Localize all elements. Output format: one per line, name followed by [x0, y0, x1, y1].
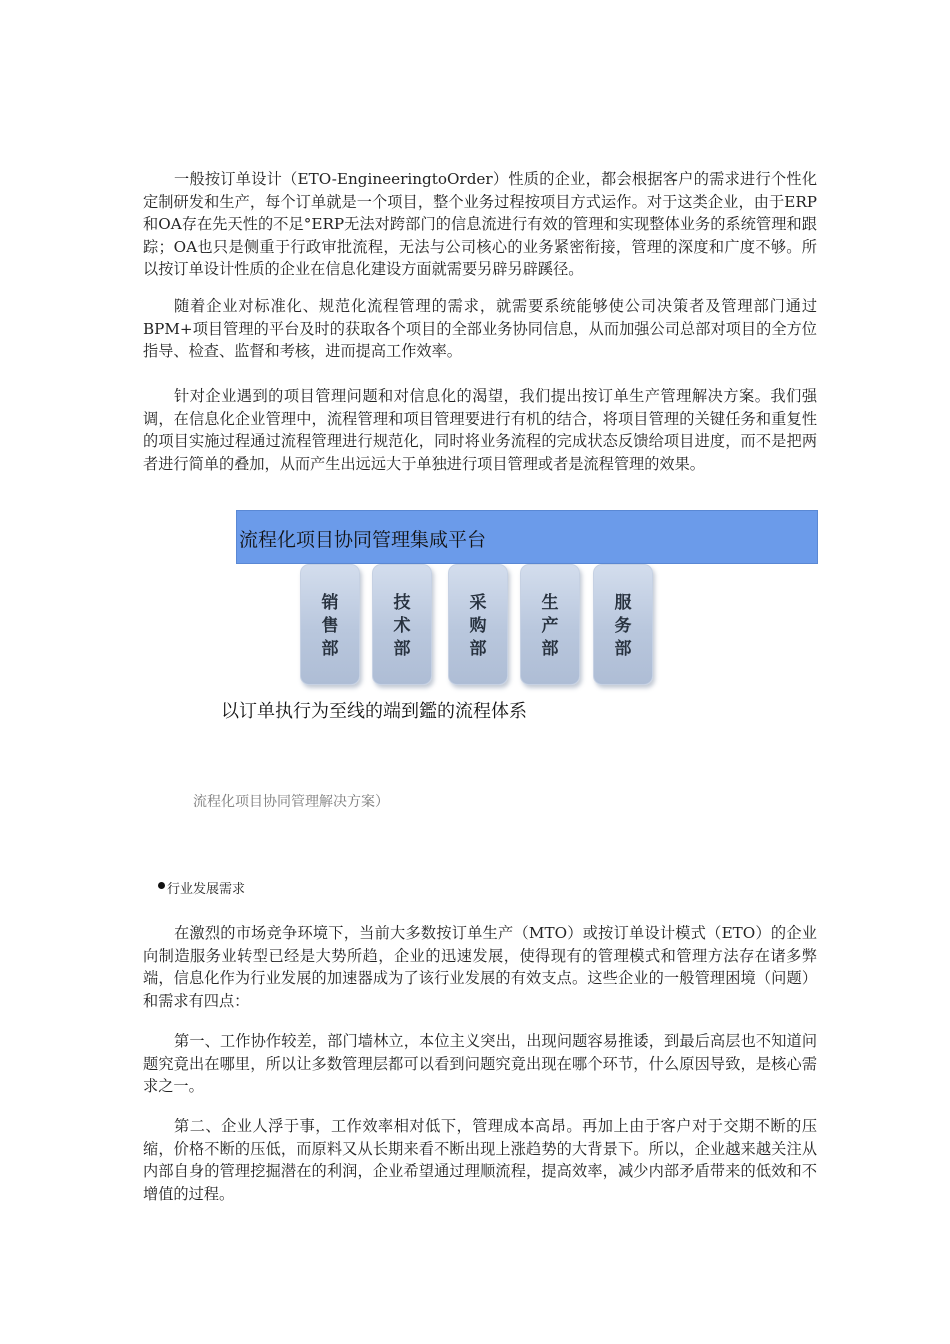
department-technology [372, 564, 432, 685]
department-label: 生 产 部 [541, 593, 559, 659]
intro-paragraph-3: 针对企业遇到的项目管理问题和对信息化的渴望，我们提出按订单生产管理解决方案。我们强调，在信息化企业管理中，流程管理和项目管理要进行有机的结合，将项目管理的关键任务和重复性的项目实施过程通过流程管理进行规范化，同时将业务流程的完成状态反馈给项目进度，而不是把两者进行简单的叠加，从而产生出远远大于单独进行项目管理或者是流程管理的效果。 [143, 387, 817, 473]
department-label: 采 购 部 [469, 593, 487, 659]
platform-banner-title: 流程化项目协同管理集咸平台 [239, 529, 487, 551]
department-label: 销 售 部 [321, 593, 339, 659]
platform-diagram [236, 510, 818, 690]
bullet-icon [158, 882, 165, 889]
department-label: 服 务 部 [614, 593, 632, 659]
department-label: 技 术 部 [393, 593, 411, 659]
intro-paragraph-2: 随着企业对标准化、规范化流程管理的需求，就需要系统能够使公司决策者及管理部门通过BPM+项目管理的平台及时的获取各个项目的全部业务协同信息，从而加强公司总部对项目的全方位指导、检查、监督和考核，进而提高工作效率。 [143, 297, 817, 361]
department-procurement [448, 564, 508, 685]
department-production [520, 564, 580, 685]
section-paragraph-1: 在激烈的市场竞争环境下，当前大多数按订单生产（MTO）或按订单设计模式（ETO）的企业向制造服务业转型已经是大势所趋，企业的迅速发展，使得现有的管理模式和管理方法存在诸多弊端，信息化作为行业发展的加速器成为了该行业发展的有效支点。这些企业的一般管理困境（问题）和需求有四点： [143, 924, 817, 1010]
section-heading-text: 行业发展需求 [167, 882, 246, 897]
section-paragraph-2: 第一、工作协作较差，部门墙林立，本位主义突出，出现问题容易推诿，到最后高层也不知道问题究竟出在哪里，所以让多数管理层都可以看到问题究竟出现在哪个环节，什么原因导致，是核心需求之一。 [143, 1032, 817, 1096]
platform-banner [236, 510, 818, 564]
department-service [593, 564, 653, 685]
section-heading [158, 878, 245, 897]
figure-caption: 流程化项目协同管理解决方案） [193, 794, 389, 810]
diagram-caption: 以订单执行为至线的端到鑑的流程体系 [221, 701, 527, 722]
intro-paragraph-1: 一般按订单设计（ETO-EngineeringtoOrder）性质的企业，都会根据客户的需求进行个性化定制研发和生产，每个订单就是一个项目，整个业务过程按项目方式运作。对于这类企业，由于ERP和OA存在先天性的不足°ERP无法对跨部门的信息流进行有效的管理和实现整体业务的系统管理和跟踪；OA也只是侧重于行政审批流程，无法与公司核心的业务紧密衔接，管理的深度和广度不够。所以按订单设计性质的企业在信息化建设方面就需要另辟另辟蹊径。 [143, 170, 817, 279]
department-sales [300, 564, 360, 685]
section-paragraph-3: 第二、企业人浮于事，工作效率相对低下，管理成本高昂。再加上由于客户对于交期不断的压缩，价格不断的压低，而原料又从长期来看不断出现上涨趋势的大背景下。所以，企业越来越关注从内部自身的管理挖掘潜在的利润，企业希望通过理顺流程，提高效率，减少内部矛盾带来的低效和不增值的过程。 [143, 1117, 817, 1203]
